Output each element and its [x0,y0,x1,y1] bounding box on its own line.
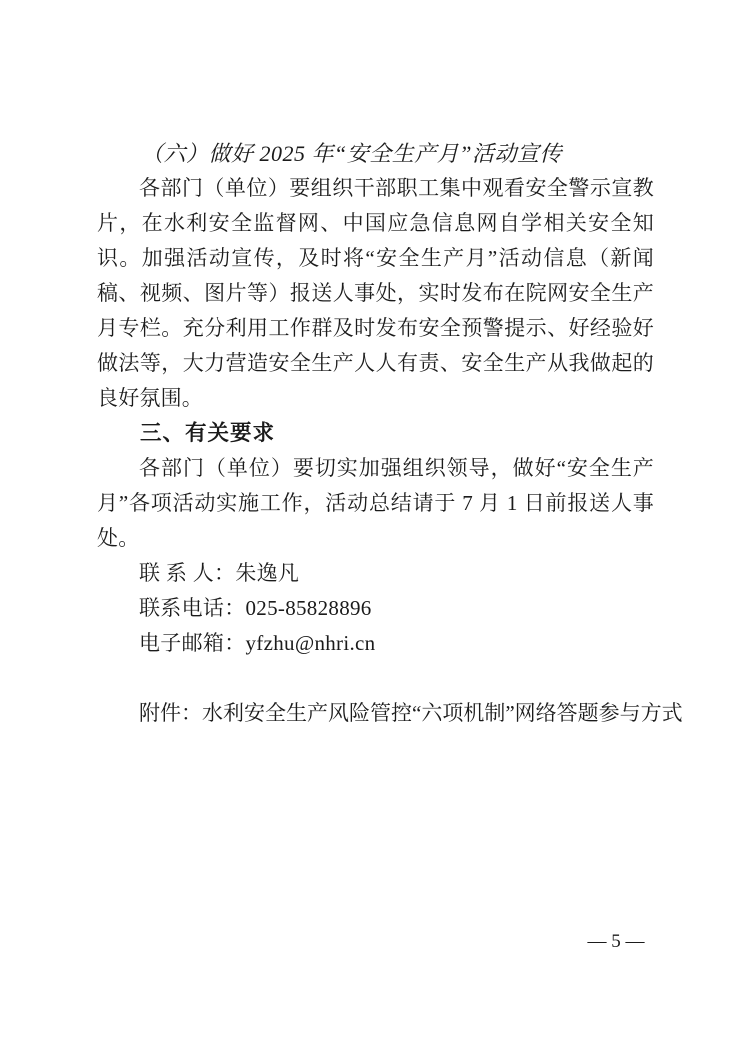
section-6-heading: （六）做好 2025 年“安全生产月”活动宣传 [141,141,562,166]
paragraph-activity-publicity: 各部门（单位）要组织干部职工集中观看安全警示宣教片，在水利安全监督网、中国应急信息网自学相关安全知识。加强活动宣传，及时将“安全生产月”活动信息（新闻稿、视频、图片等）报送人事处，实时发布在院网安全生产月专栏。充分利用工作群及时发布安全预警提示、好经验好做法等，大力营造安全生产人人有责、安全生产从我做起的良好氛围。 [97,176,654,410]
contact-phone-value: 025-85828896 [245,596,372,620]
attachment-line: 附件：水利安全生产风险管控“六项机制”网络答题参与方式 [139,701,683,725]
contact-phone-line [97,591,654,626]
contact-person-label: 联 系 人： [139,561,236,585]
section-3-heading: 三、有关要求 [140,421,276,445]
contact-email-line [97,626,654,661]
contact-email-value: yfzhu@nhri.cn [245,631,376,655]
document-body [97,136,683,731]
contact-person-line [97,556,654,591]
page-number: — 5 — [587,931,645,952]
contact-phone-label: 联系电话： [139,596,246,620]
paragraph-requirements: 各部门（单位）要切实加强组织领导，做好“安全生产月”各项活动实施工作，活动总结请于 7 月 1 日前报送人事处。 [97,456,654,550]
contact-person-value: 朱逸凡 [235,561,300,585]
contact-email-label: 电子邮箱： [139,631,246,655]
